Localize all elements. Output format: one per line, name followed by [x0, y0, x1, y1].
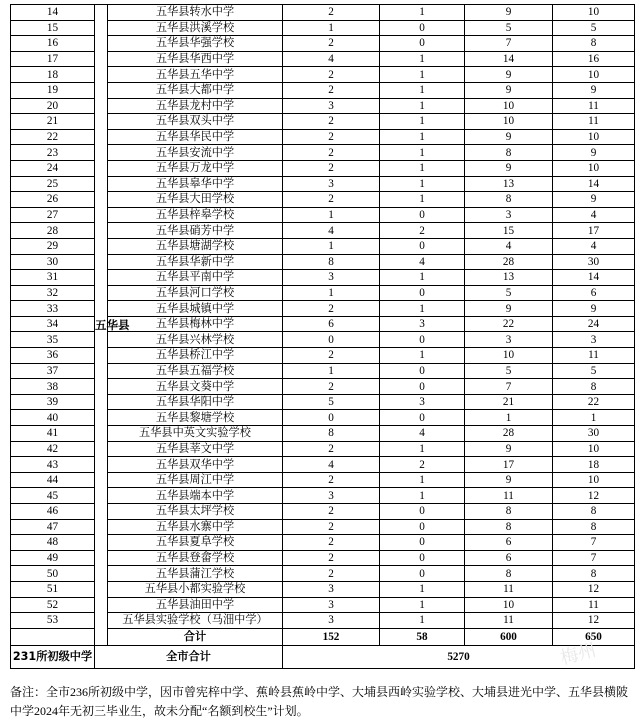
school-name: 五华县转水中学 [108, 5, 283, 21]
quota-value-b: 1 [380, 160, 465, 176]
quota-value-c: 8 [465, 145, 553, 161]
quota-value-d: 7 [553, 535, 635, 551]
quota-value-c: 9 [465, 472, 553, 488]
quota-value-a: 1 [283, 363, 380, 379]
school-name: 五华县梓皋学校 [108, 207, 283, 223]
school-name: 五华县夏阜学校 [108, 535, 283, 551]
row-number: 41 [11, 426, 95, 442]
quota-value-a: 2 [283, 114, 380, 130]
school-name: 五华县桥江中学 [108, 348, 283, 364]
quota-value-d: 12 [553, 581, 635, 597]
quota-value-c: 22 [465, 316, 553, 332]
quota-value-b: 3 [380, 316, 465, 332]
row-number: 48 [11, 535, 95, 551]
subtotal-blank [11, 628, 95, 645]
school-name: 五华县周江中学 [108, 472, 283, 488]
quota-value-b: 1 [380, 613, 465, 629]
school-name: 五华县小都实验学校 [108, 581, 283, 597]
quota-value-d: 5 [553, 363, 635, 379]
row-number: 16 [11, 36, 95, 52]
subtotal-value-b: 58 [380, 628, 465, 645]
quota-value-c: 10 [465, 348, 553, 364]
quota-value-c: 17 [465, 457, 553, 473]
quota-value-a: 3 [283, 597, 380, 613]
quota-value-a: 4 [283, 51, 380, 67]
quota-value-d: 8 [553, 504, 635, 520]
quota-value-a: 8 [283, 254, 380, 270]
quota-value-b: 1 [380, 67, 465, 83]
school-name: 五华县文葵中学 [108, 379, 283, 395]
quota-value-a: 3 [283, 581, 380, 597]
row-number: 24 [11, 160, 95, 176]
subtotal-value-c: 600 [465, 628, 553, 645]
quota-value-c: 9 [465, 441, 553, 457]
row-number: 32 [11, 285, 95, 301]
quota-value-a: 2 [283, 379, 380, 395]
quota-value-a: 2 [283, 504, 380, 520]
school-name: 五华县硝芳中学 [108, 223, 283, 239]
quota-value-b: 1 [380, 51, 465, 67]
quota-value-c: 6 [465, 535, 553, 551]
quota-value-d: 3 [553, 332, 635, 348]
subtotal-value-d: 650 [553, 628, 635, 645]
row-number: 22 [11, 129, 95, 145]
quota-value-a: 2 [283, 441, 380, 457]
county-name: 五华县 [95, 5, 108, 646]
footnote: 备注：全市236所初级中学，因市曾宪梓中学、蕉岭县蕉岭中学、大埔县西岭实验学校、大埔县进光中学、五华县横陂中学2024年无初三毕业生，故未分配“名额到校生”计划。 [10, 685, 629, 718]
row-number: 52 [11, 597, 95, 613]
quota-value-d: 7 [553, 550, 635, 566]
school-name: 五华县五福学校 [108, 363, 283, 379]
quota-value-c: 21 [465, 394, 553, 410]
quota-value-c: 11 [465, 581, 553, 597]
quota-value-c: 1 [465, 410, 553, 426]
quota-value-b: 1 [380, 176, 465, 192]
school-name: 五华县万龙中学 [108, 160, 283, 176]
row-number: 45 [11, 488, 95, 504]
quota-value-d: 11 [553, 114, 635, 130]
quota-value-c: 15 [465, 223, 553, 239]
quota-value-b: 0 [380, 36, 465, 52]
row-number: 31 [11, 270, 95, 286]
allocation-table [10, 4, 635, 669]
quota-value-a: 2 [283, 566, 380, 582]
school-name: 五华县平南中学 [108, 270, 283, 286]
school-name: 五华县五华中学 [108, 67, 283, 83]
row-number: 49 [11, 550, 95, 566]
school-name: 五华县华新中学 [108, 254, 283, 270]
school-name: 五华县双头中学 [108, 114, 283, 130]
quota-value-a: 2 [283, 472, 380, 488]
grand-total-value: 5270 [283, 645, 635, 668]
row-number: 46 [11, 504, 95, 520]
quota-value-a: 0 [283, 332, 380, 348]
quota-value-b: 0 [380, 285, 465, 301]
quota-value-d: 8 [553, 36, 635, 52]
quota-value-a: 2 [283, 192, 380, 208]
quota-value-d: 10 [553, 5, 635, 21]
quota-value-b: 0 [380, 504, 465, 520]
quota-value-c: 10 [465, 98, 553, 114]
school-name: 五华县蒲江学校 [108, 566, 283, 582]
quota-value-b: 1 [380, 472, 465, 488]
school-name: 五华县梅林中学 [108, 316, 283, 332]
quota-value-b: 4 [380, 426, 465, 442]
quota-value-a: 5 [283, 394, 380, 410]
school-name: 五华县华西中学 [108, 51, 283, 67]
quota-value-c: 10 [465, 114, 553, 130]
row-number: 47 [11, 519, 95, 535]
quota-value-d: 10 [553, 160, 635, 176]
row-number: 39 [11, 394, 95, 410]
quota-value-b: 1 [380, 348, 465, 364]
subtotal-label: 合计 [108, 628, 283, 645]
row-number: 15 [11, 20, 95, 36]
quota-value-a: 2 [283, 535, 380, 551]
quota-value-b: 1 [380, 114, 465, 130]
quota-value-d: 30 [553, 426, 635, 442]
quota-value-c: 7 [465, 379, 553, 395]
quota-value-d: 10 [553, 472, 635, 488]
quota-value-b: 1 [380, 82, 465, 98]
quota-value-a: 1 [283, 285, 380, 301]
quota-value-d: 8 [553, 379, 635, 395]
quota-value-a: 2 [283, 519, 380, 535]
quota-value-c: 8 [465, 192, 553, 208]
quota-value-d: 9 [553, 145, 635, 161]
quota-value-c: 8 [465, 566, 553, 582]
school-name: 五华县莘文中学 [108, 441, 283, 457]
quota-value-a: 3 [283, 176, 380, 192]
school-name: 五华县安流中学 [108, 145, 283, 161]
quota-value-a: 2 [283, 82, 380, 98]
quota-value-c: 28 [465, 426, 553, 442]
quota-value-a: 3 [283, 613, 380, 629]
quota-value-d: 14 [553, 176, 635, 192]
school-name: 五华县端本中学 [108, 488, 283, 504]
quota-value-d: 1 [553, 410, 635, 426]
quota-value-b: 1 [380, 597, 465, 613]
quota-value-d: 11 [553, 597, 635, 613]
quota-value-a: 2 [283, 145, 380, 161]
row-number: 25 [11, 176, 95, 192]
school-name: 五华县兴林学校 [108, 332, 283, 348]
quota-value-d: 17 [553, 223, 635, 239]
quota-value-b: 1 [380, 441, 465, 457]
quota-value-d: 12 [553, 613, 635, 629]
quota-value-b: 2 [380, 457, 465, 473]
school-name: 五华县太坪学校 [108, 504, 283, 520]
quota-value-a: 1 [283, 207, 380, 223]
quota-value-a: 2 [283, 129, 380, 145]
school-name: 五华县油田中学 [108, 597, 283, 613]
quota-value-b: 4 [380, 254, 465, 270]
quota-value-c: 5 [465, 285, 553, 301]
quota-value-c: 13 [465, 176, 553, 192]
quota-value-c: 3 [465, 207, 553, 223]
quota-value-d: 9 [553, 301, 635, 317]
quota-value-d: 14 [553, 270, 635, 286]
quota-value-d: 11 [553, 98, 635, 114]
quota-value-b: 0 [380, 550, 465, 566]
quota-value-c: 28 [465, 254, 553, 270]
row-number: 36 [11, 348, 95, 364]
row-number: 27 [11, 207, 95, 223]
quota-value-b: 1 [380, 488, 465, 504]
quota-value-a: 2 [283, 348, 380, 364]
row-number: 51 [11, 581, 95, 597]
quota-value-c: 4 [465, 238, 553, 254]
quota-value-a: 2 [283, 301, 380, 317]
school-name: 五华县皋华中学 [108, 176, 283, 192]
row-number: 50 [11, 566, 95, 582]
subtotal-value-a: 152 [283, 628, 380, 645]
quota-value-d: 6 [553, 285, 635, 301]
quota-value-c: 14 [465, 51, 553, 67]
quota-value-d: 12 [553, 488, 635, 504]
quota-value-d: 10 [553, 441, 635, 457]
school-name: 五华县登畲学校 [108, 550, 283, 566]
table-row [11, 5, 635, 21]
row-number: 30 [11, 254, 95, 270]
school-name: 五华县实验学校（马沺中学） [108, 613, 283, 629]
row-number: 35 [11, 332, 95, 348]
row-number: 53 [11, 613, 95, 629]
quota-value-a: 2 [283, 36, 380, 52]
quota-value-c: 11 [465, 488, 553, 504]
quota-value-b: 1 [380, 98, 465, 114]
school-name: 五华县河口学校 [108, 285, 283, 301]
row-number: 14 [11, 5, 95, 21]
quota-value-c: 11 [465, 613, 553, 629]
quota-value-a: 0 [283, 410, 380, 426]
quota-value-c: 9 [465, 301, 553, 317]
quota-value-d: 22 [553, 394, 635, 410]
quota-value-c: 8 [465, 519, 553, 535]
quota-value-b: 1 [380, 301, 465, 317]
school-name: 五华县水寨中学 [108, 519, 283, 535]
quota-value-d: 24 [553, 316, 635, 332]
quota-value-b: 0 [380, 332, 465, 348]
row-number: 20 [11, 98, 95, 114]
grand-total-row [11, 645, 635, 668]
table-body [11, 5, 635, 669]
quota-value-a: 6 [283, 316, 380, 332]
row-number: 38 [11, 379, 95, 395]
quota-value-b: 2 [380, 223, 465, 239]
quota-value-d: 11 [553, 348, 635, 364]
quota-value-c: 9 [465, 67, 553, 83]
quota-value-d: 5 [553, 20, 635, 36]
school-name: 五华县洪溪学校 [108, 20, 283, 36]
row-number: 33 [11, 301, 95, 317]
quota-value-c: 5 [465, 20, 553, 36]
quota-value-d: 9 [553, 192, 635, 208]
quota-value-b: 0 [380, 20, 465, 36]
quota-value-b: 0 [380, 207, 465, 223]
quota-value-c: 9 [465, 129, 553, 145]
quota-value-d: 18 [553, 457, 635, 473]
quota-value-a: 1 [283, 20, 380, 36]
quota-value-b: 0 [380, 535, 465, 551]
row-number: 28 [11, 223, 95, 239]
quota-value-a: 2 [283, 67, 380, 83]
quota-value-b: 3 [380, 394, 465, 410]
quota-value-c: 7 [465, 36, 553, 52]
quota-value-b: 0 [380, 238, 465, 254]
quota-value-d: 10 [553, 67, 635, 83]
quota-value-b: 1 [380, 129, 465, 145]
quota-value-d: 9 [553, 82, 635, 98]
quota-value-b: 1 [380, 192, 465, 208]
school-count-label: 231所初级中学 [11, 645, 95, 668]
row-number: 44 [11, 472, 95, 488]
quota-value-b: 0 [380, 379, 465, 395]
quota-value-c: 6 [465, 550, 553, 566]
row-number: 43 [11, 457, 95, 473]
quota-value-d: 4 [553, 238, 635, 254]
quota-value-c: 13 [465, 270, 553, 286]
school-name: 五华县中英文实验学校 [108, 426, 283, 442]
school-name: 五华县双华中学 [108, 457, 283, 473]
school-name: 五华县华阳中学 [108, 394, 283, 410]
school-name: 五华县大田学校 [108, 192, 283, 208]
quota-value-a: 3 [283, 270, 380, 286]
school-name: 五华县城镇中学 [108, 301, 283, 317]
quota-value-a: 4 [283, 223, 380, 239]
quota-value-b: 0 [380, 363, 465, 379]
quota-value-b: 0 [380, 410, 465, 426]
quota-value-a: 2 [283, 160, 380, 176]
quota-value-b: 0 [380, 519, 465, 535]
school-name: 五华县华强学校 [108, 36, 283, 52]
quota-value-d: 4 [553, 207, 635, 223]
quota-value-b: 1 [380, 145, 465, 161]
row-number: 40 [11, 410, 95, 426]
quota-value-d: 30 [553, 254, 635, 270]
row-number: 42 [11, 441, 95, 457]
quota-value-c: 3 [465, 332, 553, 348]
row-number: 19 [11, 82, 95, 98]
quota-value-c: 9 [465, 5, 553, 21]
row-number: 26 [11, 192, 95, 208]
quota-value-b: 1 [380, 581, 465, 597]
quota-value-a: 2 [283, 5, 380, 21]
watermark: 梅州 [558, 639, 599, 670]
quota-value-c: 8 [465, 504, 553, 520]
school-name: 五华县大都中学 [108, 82, 283, 98]
row-number: 17 [11, 51, 95, 67]
quota-value-d: 8 [553, 519, 635, 535]
quota-value-c: 5 [465, 363, 553, 379]
quota-value-a: 8 [283, 426, 380, 442]
quota-value-a: 2 [283, 550, 380, 566]
quota-value-d: 8 [553, 566, 635, 582]
row-number: 18 [11, 67, 95, 83]
row-number: 29 [11, 238, 95, 254]
row-number: 37 [11, 363, 95, 379]
school-name: 五华县黎塘学校 [108, 410, 283, 426]
row-number: 34 [11, 316, 95, 332]
school-name: 五华县华民中学 [108, 129, 283, 145]
quota-value-a: 1 [283, 238, 380, 254]
quota-value-c: 9 [465, 160, 553, 176]
quota-value-a: 4 [283, 457, 380, 473]
quota-value-d: 10 [553, 129, 635, 145]
quota-value-d: 16 [553, 51, 635, 67]
grand-total-label: 全市合计 [95, 645, 283, 668]
quota-value-b: 1 [380, 270, 465, 286]
quota-value-a: 3 [283, 488, 380, 504]
quota-value-c: 10 [465, 597, 553, 613]
quota-value-b: 0 [380, 566, 465, 582]
school-name: 五华县塘湖学校 [108, 238, 283, 254]
row-number: 23 [11, 145, 95, 161]
row-number: 21 [11, 114, 95, 130]
quota-value-c: 9 [465, 82, 553, 98]
quota-value-a: 3 [283, 98, 380, 114]
quota-value-b: 1 [380, 5, 465, 21]
school-name: 五华县龙村中学 [108, 98, 283, 114]
